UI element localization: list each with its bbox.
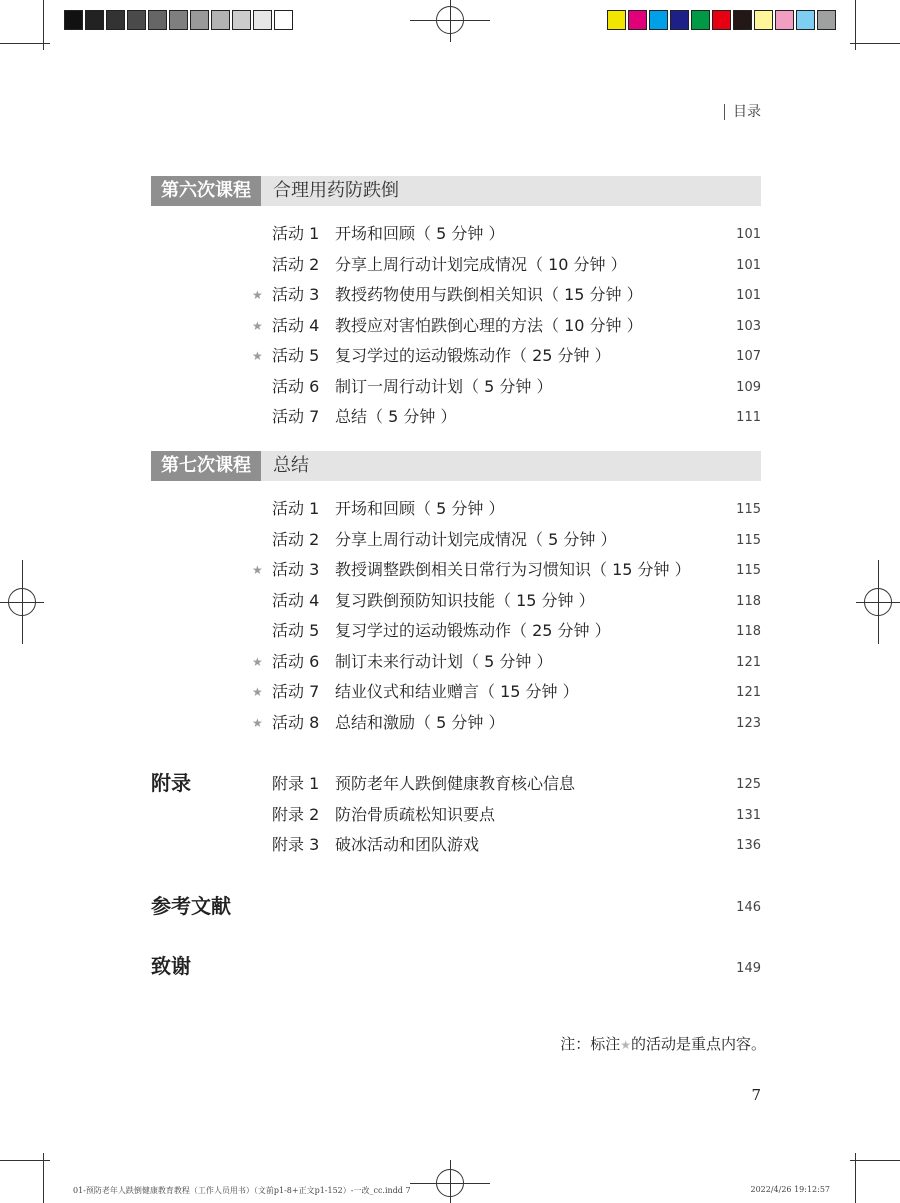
entry-label: 活动 2 (272, 254, 320, 274)
entry-page: 115 (736, 502, 761, 517)
toc-entry[interactable] (250, 406, 761, 428)
registration-line (410, 1183, 490, 1184)
entry-title: 复习学过的运动锻炼动作（ 25 分钟 ） (335, 621, 611, 640)
star-icon: ★ (252, 563, 263, 577)
color-swatch (691, 10, 710, 30)
toc-entry[interactable] (250, 804, 761, 826)
toc-entry[interactable] (250, 284, 761, 306)
color-swatch (232, 10, 251, 30)
chapter-tag: 第七次课程 (151, 451, 261, 481)
entry-page: 121 (736, 685, 761, 700)
entry-label: 活动 7 (272, 682, 320, 701)
footnote-prefix: 注：标注 (560, 1035, 621, 1053)
toc-entry[interactable] (250, 559, 761, 581)
entry-title: 开场和回顾（ 5 分钟 ） (335, 224, 505, 243)
entry-label: 活动 6 (272, 376, 320, 396)
entry-title: 分享上周行动计划完成情况（ 10 分钟 ） (335, 254, 627, 274)
entry-title: 破冰活动和团队游戏 (335, 835, 480, 854)
registration-line (450, 1160, 451, 1203)
color-swatch (628, 10, 647, 30)
color-swatch (169, 10, 188, 30)
entry-title: 总结（ 5 分钟 ） (335, 407, 457, 426)
acknowledgements-page: 149 (736, 961, 761, 976)
entry-label: 附录 3 (272, 835, 320, 854)
star-icon: ★ (252, 685, 263, 699)
entry-title: 复习学过的运动锻炼动作（ 25 分钟 ） (335, 346, 611, 365)
entry-page: 118 (736, 624, 761, 639)
entry-title: 教授应对害怕跌倒心理的方法（ 10 分钟 ） (335, 315, 643, 335)
color-swatch (190, 10, 209, 30)
entry-title: 复习跌倒预防知识技能（ 15 分钟 ） (335, 590, 595, 610)
entry-page: 107 (736, 349, 761, 364)
entry-label: 活动 4 (272, 590, 320, 610)
color-swatch (712, 10, 731, 30)
toc-entry[interactable] (250, 773, 761, 795)
entry-title: 制订一周行动计划（ 5 分钟 ） (335, 376, 553, 396)
color-swatch (817, 10, 836, 30)
entry-label: 活动 1 (272, 499, 320, 518)
toc-entry[interactable] (250, 529, 761, 551)
toc-entry[interactable] (250, 620, 761, 642)
chapter-title: 合理用药防跌倒 (273, 180, 399, 201)
color-swatch (775, 10, 794, 30)
toc-entry[interactable] (250, 254, 761, 276)
star-icon: ★ (252, 318, 263, 333)
references-heading: 参考文献 (151, 894, 231, 918)
color-swatch (127, 10, 146, 30)
toc-entry[interactable] (250, 712, 761, 734)
star-icon: ★ (252, 349, 263, 363)
color-swatch (754, 10, 773, 30)
star-icon: ★ (252, 288, 263, 302)
color-swatch (274, 10, 293, 30)
registration-line (856, 602, 900, 603)
entry-page: 101 (736, 257, 761, 273)
color-swatch (733, 10, 752, 30)
entry-page: 136 (736, 838, 761, 853)
crop-mark (0, 43, 50, 44)
registration-line (0, 602, 44, 603)
color-swatch (796, 10, 815, 30)
entry-title: 制订未来行动计划（ 5 分钟 ） (335, 651, 553, 671)
entry-page: 115 (736, 563, 761, 578)
entry-title: 教授调整跌倒相关日常行为习惯知识（ 15 分钟 ） (335, 560, 691, 579)
entry-page: 115 (736, 532, 761, 548)
footnote-suffix: 的活动是重点内容。 (630, 1035, 766, 1053)
entry-title: 总结和激励（ 5 分钟 ） (335, 712, 505, 732)
entry-label: 活动 3 (272, 560, 320, 579)
entry-label: 活动 4 (272, 315, 320, 335)
entry-label: 活动 6 (272, 651, 320, 671)
toc-entry[interactable] (250, 498, 761, 520)
gray-swatch-row (64, 10, 295, 30)
entry-label: 活动 8 (272, 712, 320, 732)
entry-page: 118 (736, 593, 761, 609)
entry-label: 活动 2 (272, 529, 320, 549)
toc-entry[interactable] (250, 315, 761, 337)
entry-label: 附录 2 (272, 804, 320, 824)
color-swatch (649, 10, 668, 30)
toc-entry[interactable] (250, 223, 761, 245)
entry-label: 活动 1 (272, 224, 320, 243)
registration-line (450, 0, 451, 42)
star-icon: ★ (620, 1038, 631, 1052)
color-swatch (85, 10, 104, 30)
entry-page: 123 (736, 715, 761, 731)
color-swatch (253, 10, 272, 30)
entry-page: 101 (736, 288, 761, 303)
color-swatch (670, 10, 689, 30)
color-swatch (607, 10, 626, 30)
entry-label: 附录 1 (272, 774, 320, 793)
entry-page: 101 (736, 227, 761, 242)
acknowledgements-heading: 致谢 (151, 954, 191, 978)
print-slug-file: 01-预防老年人跌倒健康教育教程（工作人员用书）（文前p1-8+正文p1-152）-一改_cc.indd 7 (73, 1186, 411, 1195)
crop-mark (850, 43, 900, 44)
registration-line (410, 20, 490, 21)
star-icon: ★ (252, 715, 263, 730)
chapter-bar-6 (151, 176, 761, 206)
entry-label: 活动 5 (272, 346, 320, 365)
entry-title: 开场和回顾（ 5 分钟 ） (335, 499, 505, 518)
toc-entry[interactable] (250, 376, 761, 398)
chapter-bar-7 (151, 451, 761, 481)
chapter-tag: 第六次课程 (151, 176, 261, 206)
footnote (560, 1033, 766, 1054)
chapter-title: 总结 (273, 455, 309, 476)
entry-page: 131 (736, 807, 761, 823)
entry-title: 结业仪式和结业赠言（ 15 分钟 ） (335, 682, 579, 701)
entry-page: 121 (736, 654, 761, 670)
entry-label: 活动 7 (272, 407, 320, 426)
print-slug-timestamp: 2022/4/26 19:12:57 (750, 1185, 830, 1194)
entry-title: 分享上周行动计划完成情况（ 5 分钟 ） (335, 529, 617, 549)
color-swatch-row (607, 10, 838, 30)
color-swatch (64, 10, 83, 30)
toc-entry[interactable] (250, 590, 761, 612)
color-swatch (148, 10, 167, 30)
entry-label: 活动 5 (272, 621, 320, 640)
toc-entry[interactable] (250, 651, 761, 673)
entry-title: 防治骨质疏松知识要点 (335, 804, 496, 824)
toc-entry[interactable] (250, 681, 761, 703)
color-swatch (106, 10, 125, 30)
color-swatch (211, 10, 230, 30)
entry-page: 111 (736, 410, 761, 425)
star-icon: ★ (252, 654, 263, 669)
page-number: 7 (751, 1086, 761, 1104)
entry-title: 预防老年人跌倒健康教育核心信息 (335, 774, 576, 793)
crop-mark (850, 1160, 900, 1161)
entry-page: 109 (736, 379, 761, 395)
running-header: 目录 (724, 104, 761, 120)
appendix-heading: 附录 (151, 771, 191, 795)
toc-entry[interactable] (250, 834, 761, 856)
crop-mark (0, 1160, 50, 1161)
entry-label: 活动 3 (272, 285, 320, 304)
entry-title: 教授药物使用与跌倒相关知识（ 15 分钟 ） (335, 285, 643, 304)
entry-page: 125 (736, 777, 761, 792)
entry-page: 103 (736, 318, 761, 334)
toc-entry[interactable] (250, 345, 761, 367)
references-page: 146 (736, 900, 761, 915)
